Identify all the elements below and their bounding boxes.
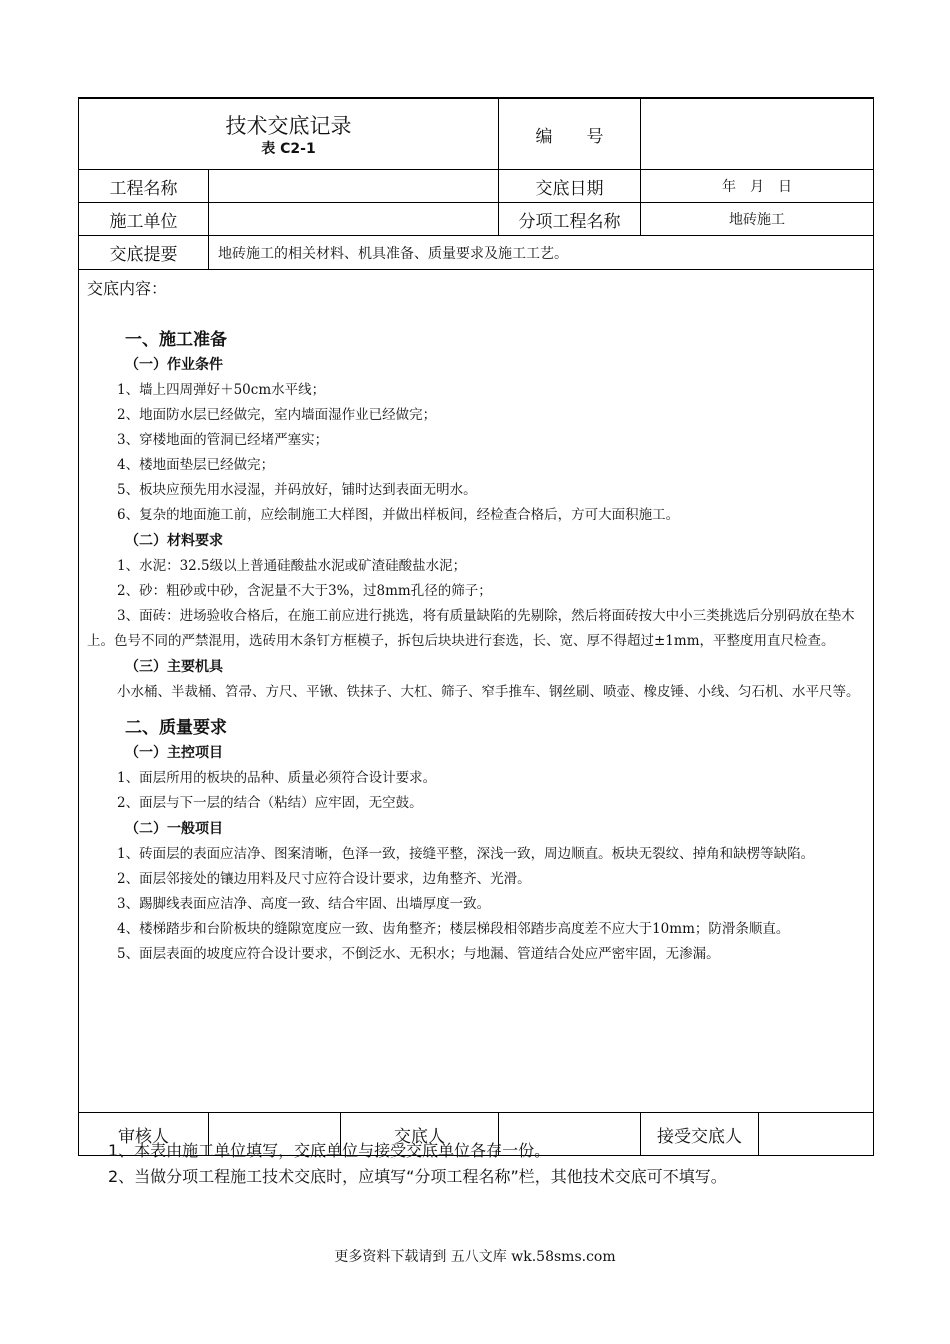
section-2-sub1-title: （一）主控项目 xyxy=(125,745,223,761)
note-item: 2、当做分项工程施工技术交底时，应填写“分项工程名称”栏，其他技术交底可不填写。 xyxy=(108,1167,727,1186)
number-label: 编 号 xyxy=(499,98,641,170)
section-1-sub1-title: （一）作业条件 xyxy=(125,357,223,373)
list-item: 3、踢脚线表面应洁净、高度一致、结合牢固、出墙厚度一致。 xyxy=(117,896,491,912)
unit-row xyxy=(79,203,874,236)
reviewer-label: 审核人 xyxy=(79,1113,209,1156)
receiver-field[interactable] xyxy=(759,1113,874,1156)
list-item: 1、面层所用的板块的品种、质量必须符合设计要求。 xyxy=(117,770,437,786)
section-1-title: 一、施工准备 xyxy=(125,330,227,350)
date-label: 交底日期 xyxy=(499,170,641,203)
project-name-field[interactable] xyxy=(209,170,499,203)
header-row xyxy=(79,98,874,170)
list-item: 5、板块应预先用水浸湿，并码放好，铺时达到表面无明水。 xyxy=(117,482,477,498)
summary-row xyxy=(79,236,874,270)
footer-text: 更多资料下载请到 五八文库 wk.58sms.com xyxy=(334,1249,616,1265)
section-2-sub2-title: （二）一般项目 xyxy=(125,821,223,837)
form-title: 技术交底记录 xyxy=(225,114,352,138)
list-item: 4、楼梯踏步和台阶板块的缝隙宽度应一致、齿角整齐；楼层梯段相邻踏步高度差不应大于10mm；防滑条顺直。 xyxy=(117,921,790,937)
list-item: 2、面层与下一层的结合（粘结）应牢固，无空鼓。 xyxy=(117,795,423,811)
list-item: 1、砖面层的表面应洁净、图案清晰，色泽一致，接缝平整，深浅一致，周边顺直。板块无裂纹、掉角和缺楞等缺陷。 xyxy=(117,846,815,862)
list-item: 小水桶、半裁桶、笤帚、方尺、平锹、铁抹子、大杠、筛子、窄手推车、钢丝刷、喷壶、橡皮锤、小线、匀石机、水平尺等。 xyxy=(117,684,860,700)
unit-label: 施工单位 xyxy=(79,203,209,236)
discloser-label: 交底人 xyxy=(341,1113,499,1156)
content-cell xyxy=(79,270,874,1113)
list-item: 6、复杂的地面施工前，应绘制施工大样图，并做出样板间，经检查合格后，方可大面积施工。 xyxy=(117,507,680,523)
list-item: 1、墙上四周弹好＋50cm水平线； xyxy=(117,382,326,398)
list-item: 3、面砖：进场验收合格后，在施工前应进行挑选，将有质量缺陷的先剔除，然后将面砖按大中小三类挑选后分别码放在垫木上。色号不同的严禁混用，选砖用木条钉方框模子，拆包后块块进行套选，长、宽、厚不得超过±1mm，平整度用直尺检查。 xyxy=(87,608,855,649)
date-field[interactable]: 年 月 日 xyxy=(641,170,874,203)
project-name-label: 工程名称 xyxy=(79,170,209,203)
list-item: 1、水泥：32.5级以上普通硅酸盐水泥或矿渣硅酸盐水泥； xyxy=(117,558,467,574)
list-item: 5、面层表面的坡度应符合设计要求，不倒泛水、无积水；与地漏、管道结合处应严密牢固，无渗漏。 xyxy=(117,946,720,962)
receiver-label: 接受交底人 xyxy=(641,1113,759,1156)
subproject-field[interactable]: 地砖施工 xyxy=(641,203,874,236)
note-item: 1、本表由施工单位填写，交底单位与接受交底单位各存一份。 xyxy=(108,1141,551,1160)
content-row xyxy=(79,270,874,1113)
list-item: 2、面层邻接处的镶边用料及尺寸应符合设计要求，边角整齐、光滑。 xyxy=(117,871,531,887)
list-item: 2、地面防水层已经做完，室内墙面湿作业已经做完； xyxy=(117,407,437,423)
project-row xyxy=(79,170,874,203)
summary-field[interactable]: 地砖施工的相关材料、机具准备、质量要求及施工工艺。 xyxy=(209,236,874,270)
unit-field[interactable] xyxy=(209,203,499,236)
disclosure-form xyxy=(78,97,874,1156)
section-1-sub2-title: （二）材料要求 xyxy=(125,533,223,549)
section-1-sub3-title: （三）主要机具 xyxy=(125,659,223,675)
content-label: 交底内容： xyxy=(87,279,168,298)
list-item: 4、楼地面垫层已经做完； xyxy=(117,457,275,473)
notes xyxy=(108,1138,727,1190)
subproject-label: 分项工程名称 xyxy=(499,203,641,236)
list-item: 2、砂：粗砂或中砂，含泥量不大于3%，过8mm孔径的筛子； xyxy=(117,583,492,599)
number-field[interactable] xyxy=(641,98,874,170)
summary-label: 交底提要 xyxy=(79,236,209,270)
form-title-cell xyxy=(79,98,499,170)
section-2-title: 二、质量要求 xyxy=(125,718,227,738)
form-subtitle: 表 C2-1 xyxy=(261,141,316,157)
list-item: 3、穿楼地面的管洞已经堵严塞实； xyxy=(117,432,329,448)
